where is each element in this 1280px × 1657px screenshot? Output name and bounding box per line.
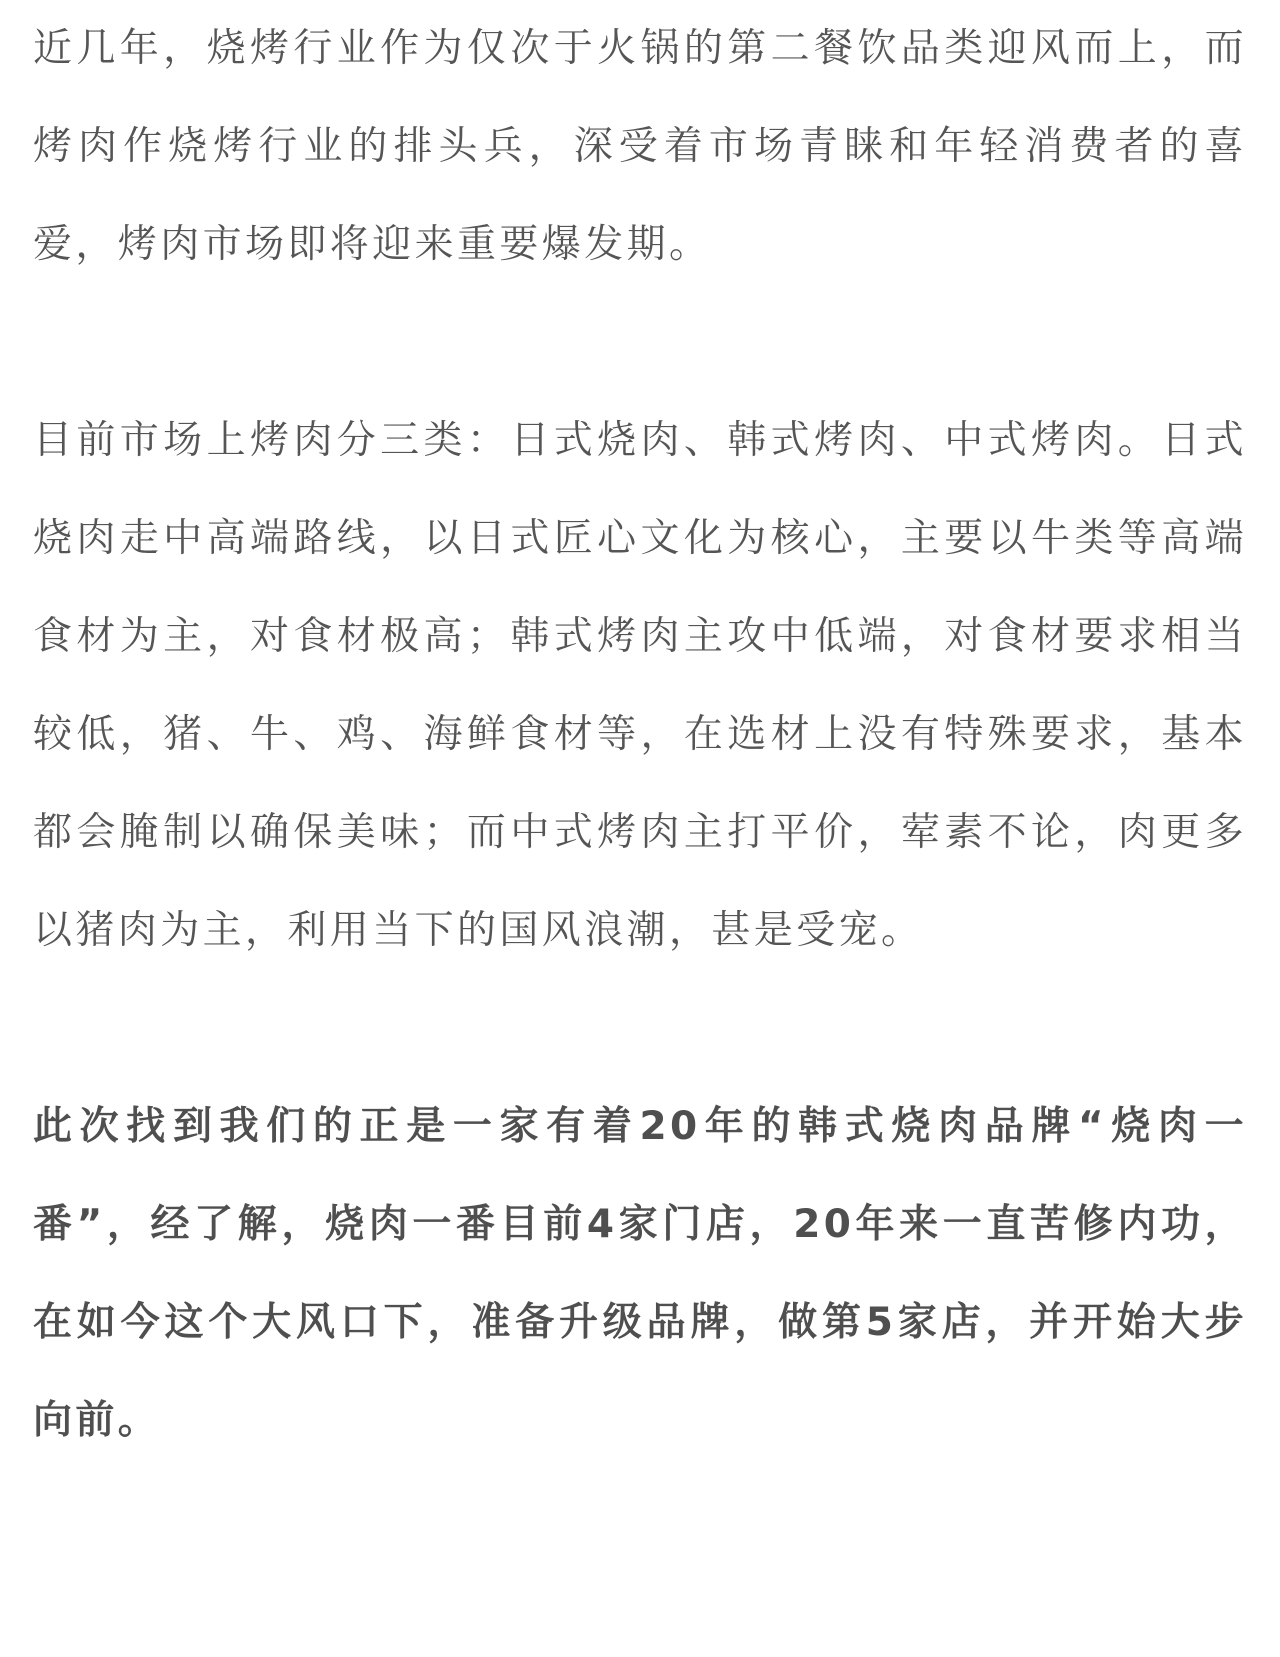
paragraph-brand-introduction: 此次找到我们的正是一家有着20年的韩式烧肉品牌“烧肉一番”，经了解，烧肉一番目前4家门店，20年来一直苦修内功，在如今这个大风口下，准备升级品牌，做第5家店，并开始大步向前。: [33, 1104, 1247, 1443]
paragraph-industry-intro: 近几年，烧烤行业作为仅次于火锅的第二餐饮品类迎风而上，而烤肉作烧烤行业的排头兵，深受着市场青睐和年轻消费者的喜爱，烤肉市场即将迎来重要爆发期。: [33, 26, 1247, 267]
article-body: [33, 0, 1247, 1470]
paragraph-market-categories: 目前市场上烤肉分三类：日式烧肉、韩式烤肉、中式烤肉。日式烧肉走中高端路线，以日式匠心文化为核心，主要以牛类等高端食材为主，对食材极高；韩式烤肉主攻中低端，对食材要求相当较低，猪、牛、鸡、海鲜食材等，在选材上没有特殊要求，基本都会腌制以确保美味；而中式烤肉主打平价，荤素不论，肉更多以猪肉为主，利用当下的国风浪潮，甚是受宠。: [33, 418, 1247, 953]
